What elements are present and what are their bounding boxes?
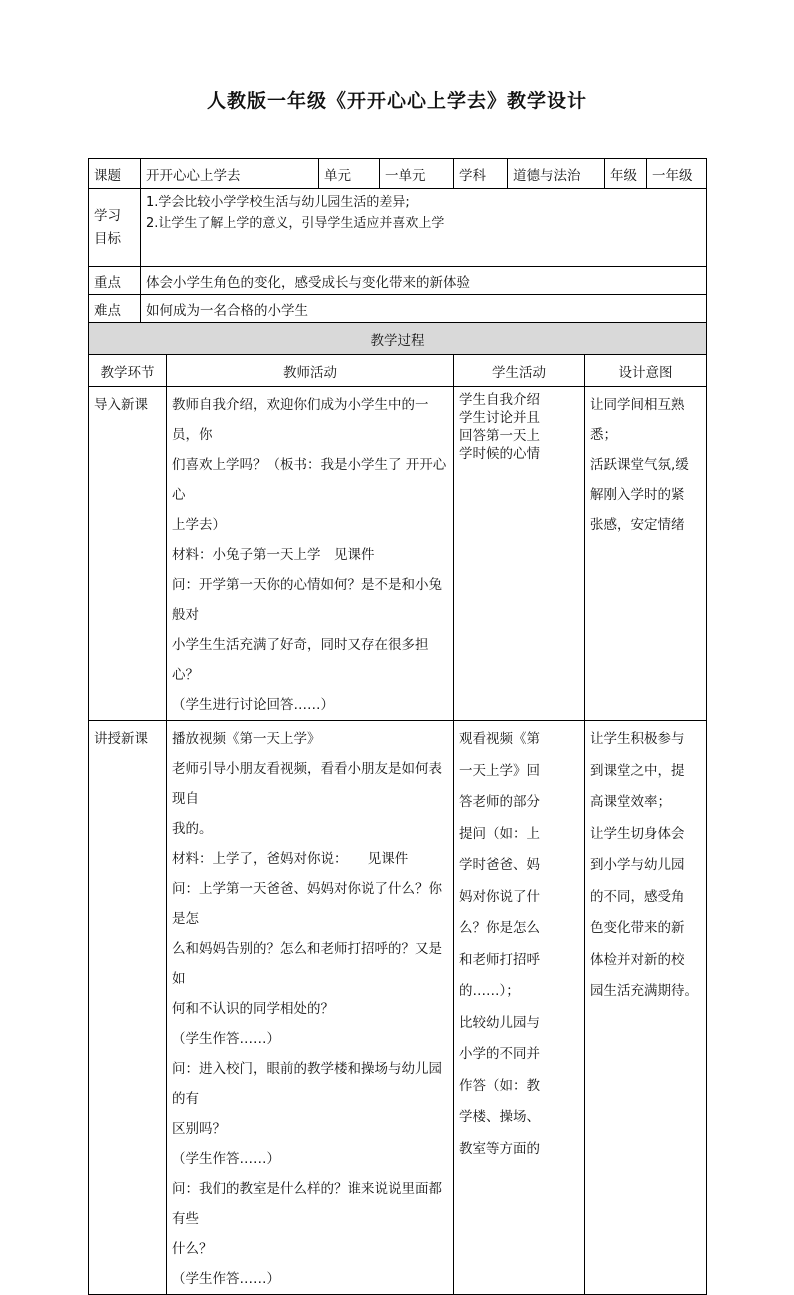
teacher-line: （学生进行讨论回答……） [172, 697, 334, 713]
process-heading: 教学过程 [89, 323, 707, 355]
student-line: 么？你是怎么 [459, 920, 540, 936]
intent-line: 悉； [590, 427, 617, 443]
teacher-line: 播放视频《第一天上学》 [172, 731, 321, 747]
student-line: 作答（如：教 [459, 1077, 540, 1094]
teacher-line: （学生作答……） [172, 1151, 280, 1167]
unit-value: 一单元 [380, 159, 454, 189]
subject-label: 学科 [454, 159, 508, 189]
student-line: 学生讨论并且 [459, 410, 540, 426]
goals-label-line: 目标 [94, 231, 121, 247]
teacher-line: 问：开学第一天你的心情如何？是不是和小兔般对 [172, 577, 442, 623]
student-line: 比较幼儿园与 [459, 1014, 540, 1031]
intent-line: 让学生切身体会 [590, 825, 685, 842]
intent-line: 体检并对新的校 [590, 951, 685, 968]
goal-item: 1.学会比较小学学校生活与幼儿园生活的差异; [146, 195, 410, 210]
page-title: 人教版一年级《开开心心上学去》教学设计 [206, 90, 587, 112]
teacher-line: 老师引导小朋友看视频，看看小朋友是如何表现自 [172, 761, 442, 807]
student-line: 学楼、操场、 [459, 1109, 540, 1125]
stage-name: 导入新课 [89, 387, 167, 721]
col-header-stage: 教学环节 [89, 355, 167, 387]
intent-line: 高课堂效率； [590, 794, 671, 810]
course-label: 课题 [89, 159, 141, 189]
goals-text [141, 189, 707, 267]
intent-line: 解刚入学时的紧 [590, 487, 685, 503]
student-line: 答老师的部分 [459, 794, 540, 810]
intent-line: 园生活充满期待。 [590, 983, 698, 999]
col-header-teacher: 教师活动 [167, 355, 454, 387]
teacher-line: 上学去） [172, 517, 226, 533]
student-line: 小学的不同并 [459, 1046, 540, 1062]
student-line: 妈对你说了什 [459, 888, 540, 905]
key-point-row [89, 267, 707, 295]
goal-item: 2.让学生了解上学的意义，引导学生适应并喜欢上学 [146, 216, 445, 231]
intent-line: 色变化带来的新 [590, 920, 685, 936]
teacher-line: 材料：小兔子第一天上学 见课件 [172, 547, 375, 563]
teacher-activity [167, 721, 454, 1295]
key-point-label: 重点 [89, 267, 141, 295]
key-point-text: 体会小学生角色的变化，感受成长与变化带来的新体验 [141, 267, 707, 295]
teacher-line: （学生作答……） [172, 1031, 280, 1047]
student-line: 教室等方面的 [459, 1140, 540, 1157]
student-line: 提问（如：上 [459, 825, 540, 842]
teacher-line: 教师自我介绍，欢迎你们成为小学生中的一员，你 [172, 397, 429, 443]
col-header-student: 学生活动 [454, 355, 585, 387]
teacher-line: 问：进入校门，眼前的教学楼和操场与幼儿园的有 [172, 1061, 442, 1107]
student-line: 的……）； [459, 983, 520, 999]
stage-row [89, 387, 707, 721]
teacher-line: 什么？ [172, 1241, 213, 1257]
intent-line: 让学生积极参与 [590, 731, 685, 747]
student-line: 回答第一天上 [459, 428, 540, 444]
grade-value: 一年级 [647, 159, 707, 189]
stage-name: 讲授新课 [89, 721, 167, 1295]
teacher-line: 么和妈妈告别的？怎么和老师打招呼的？又是如 [172, 941, 442, 987]
difficulty-text: 如何成为一名合格的小学生 [141, 295, 707, 323]
student-line: 一天上学》回 [459, 762, 540, 779]
student-line: 学生自我介绍 [459, 392, 540, 408]
col-header-intent: 设计意图 [585, 355, 707, 387]
unit-label: 单元 [319, 159, 380, 189]
student-line: 学时候的心情 [459, 446, 540, 462]
grade-label: 年级 [605, 159, 647, 189]
teacher-line: 问：我们的教室是什么样的？谁来说说里面都有些 [172, 1181, 442, 1227]
teacher-line: 材料：上学了，爸妈对你说： 见课件 [172, 851, 409, 867]
teacher-activity [167, 387, 454, 721]
intent-line: 让同学间相互熟 [590, 397, 685, 413]
intent-line: 活跃课堂气氛,缓 [590, 457, 689, 473]
teacher-line: （学生作答……） [172, 1271, 280, 1287]
course-value: 开开心心上学去 [141, 159, 319, 189]
student-line: 观看视频《第 [459, 731, 540, 747]
goals-label-line: 学习 [94, 208, 121, 224]
goals-label [89, 189, 141, 267]
lesson-plan-table [88, 158, 707, 1295]
student-line: 学时爸爸、妈 [459, 857, 540, 873]
student-activity [454, 721, 585, 1295]
info-row [89, 159, 707, 189]
column-header-row [89, 355, 707, 387]
teacher-line: 小学生生活充满了好奇，同时又存在很多担心？ [172, 637, 429, 683]
student-activity [454, 387, 585, 721]
teacher-line: 区别吗？ [172, 1121, 226, 1137]
difficulty-label: 难点 [89, 295, 141, 323]
teacher-line: 问：上学第一天爸爸、妈妈对你说了什么？你是怎 [172, 881, 442, 927]
teacher-line: 们喜欢上学吗？（板书：我是小学生了 开开心心 [172, 457, 447, 503]
goals-row [89, 189, 707, 267]
difficulty-row [89, 295, 707, 323]
intent-line: 张感，安定情绪 [590, 517, 685, 533]
intent-line: 到课堂之中，提 [590, 762, 685, 779]
student-line: 和老师打招呼 [459, 951, 540, 968]
stage-row [89, 721, 707, 1295]
intent-line: 的不同，感受角 [590, 888, 685, 905]
subject-value: 道德与法治 [508, 159, 605, 189]
design-intent [585, 721, 707, 1295]
process-heading-row [89, 323, 707, 355]
teacher-line: 我的。 [172, 821, 213, 837]
design-intent [585, 387, 707, 721]
intent-line: 到小学与幼儿园 [590, 857, 685, 873]
teacher-line: 何和不认识的同学相处的？ [172, 1001, 334, 1017]
